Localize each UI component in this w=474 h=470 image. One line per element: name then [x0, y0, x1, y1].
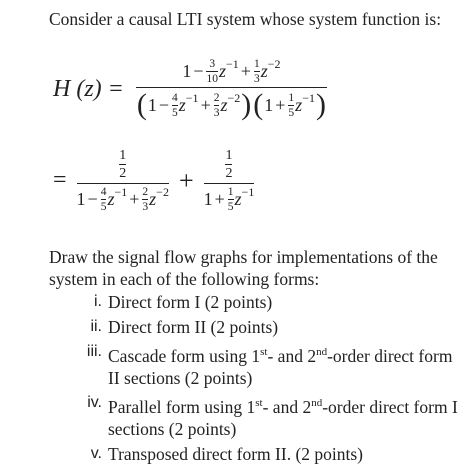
- pf-term2-bar: [204, 183, 255, 184]
- tf-den-lparen2: (: [253, 88, 264, 121]
- fraction-bar: [142, 199, 148, 200]
- tf-den-z2: z: [220, 94, 228, 115]
- tf-den-z3: z: [295, 94, 303, 115]
- tf-den-plus1: +: [200, 94, 211, 115]
- fraction-bar: [254, 71, 260, 72]
- pf-term1-denominator: [77, 186, 169, 213]
- list-item-text: [108, 341, 462, 389]
- pf-t1-z2: z: [149, 189, 157, 209]
- equals-sign: =: [53, 167, 67, 193]
- tf-den-coef1-num: 4: [172, 91, 178, 104]
- pf-t1-plus: +: [129, 189, 140, 209]
- pf-t1-minus: −: [87, 189, 98, 209]
- pf-term2-numerator: [224, 148, 233, 181]
- list-item-text: Direct form II (2 points): [108, 317, 279, 337]
- main-fraction-bar: [136, 87, 327, 88]
- tf-num-plus: +: [240, 61, 251, 81]
- pf-t2-exp1: −1: [241, 185, 255, 199]
- tf-den-lparen1: (: [136, 88, 147, 121]
- pf-t2-one: 1: [203, 189, 213, 209]
- pf-t2-coef1-den: 5: [227, 201, 234, 213]
- pf-t2-coef1-num: 1: [227, 186, 234, 198]
- tf-num-coef1-den: 10: [206, 73, 218, 85]
- pf-t1-coef2-den: 3: [142, 201, 149, 213]
- text-post: -order direct form I sections (2 points): [108, 396, 458, 439]
- pf-t1-z1: z: [107, 189, 115, 209]
- tf-den-coef3-num: 1: [288, 91, 295, 104]
- list-item: [62, 443, 462, 465]
- pf-t1-coef1-num: 4: [100, 186, 107, 198]
- intro-text: Consider a causal LTI system whose system function is:: [49, 9, 442, 29]
- fraction-bar: [288, 105, 294, 106]
- tf-den-coef2-num: 2: [213, 91, 220, 104]
- pf-plus: +: [178, 165, 194, 195]
- pf-term2-half-den: 2: [225, 166, 233, 181]
- fraction-bar: [228, 199, 234, 200]
- tf-num-coef2-num: 1: [253, 58, 260, 70]
- tf-num-coef2: [254, 58, 260, 85]
- tf-num-z2: z: [260, 61, 268, 81]
- pf-term2-denominator: [204, 186, 255, 213]
- transfer-function-equation: [53, 58, 327, 120]
- pf-t1-exp2: −2: [156, 185, 169, 199]
- pf-term1-half-den: 2: [119, 166, 127, 181]
- fraction-bar: [225, 164, 232, 165]
- pf-term2: [204, 148, 255, 213]
- tf-den-coef3-den: 5: [288, 106, 295, 119]
- list-item: [62, 291, 462, 313]
- transfer-function-fraction: [136, 58, 327, 120]
- tf-num-exp2: −2: [267, 57, 281, 71]
- partial-fraction-equation: [53, 148, 254, 213]
- tf-denominator: [136, 90, 327, 120]
- text-post: -order direct form II sections (2 points): [108, 345, 453, 388]
- list-item: [62, 392, 462, 440]
- list-marker: iii.: [86, 343, 102, 360]
- list-marker: v.: [90, 444, 102, 462]
- list-marker: iv.: [87, 393, 102, 411]
- tf-numerator: [182, 58, 280, 85]
- text-pre: Cascade form using 1: [108, 345, 261, 366]
- fraction-bar: [101, 199, 107, 200]
- pf-term2-half: [225, 148, 232, 181]
- ordinal-nd: nd: [311, 396, 323, 409]
- pf-t2-coef1: [228, 186, 234, 213]
- pf-t1-coef1: [101, 186, 107, 213]
- tf-den-z1: z: [178, 94, 186, 115]
- tf-den-coef1: [172, 92, 178, 119]
- fraction-bar: [172, 105, 178, 106]
- fraction-bar: [214, 105, 220, 106]
- tf-den-coef3: [288, 92, 294, 119]
- tf-den-coef2-den: 3: [213, 106, 220, 119]
- tf-den-exp1: −1: [185, 90, 199, 105]
- pf-term2-half-num: 1: [225, 148, 233, 163]
- forms-list: [62, 291, 462, 468]
- instruction-text: Draw the signal flow graphs for implementations of the system in each of the following forms:: [49, 247, 438, 289]
- pf-t2-z1: z: [234, 189, 242, 209]
- pf-t1-coef2-num: 2: [142, 186, 149, 198]
- text-mid: - and 2: [267, 345, 317, 366]
- fraction-bar: [206, 71, 218, 72]
- list-item-text: Transposed direct form II. (2 points): [108, 443, 364, 464]
- pf-term1-numerator: [118, 148, 127, 181]
- tf-den-exp2: −2: [227, 90, 241, 105]
- tf-den-coef1-den: 5: [172, 106, 178, 119]
- tf-den-plus2: +: [275, 94, 286, 115]
- pf-t1-exp1: −1: [114, 185, 128, 199]
- tf-den-minus: −: [158, 94, 170, 115]
- pf-term1: [77, 148, 169, 213]
- text-mid: - and 2: [262, 396, 312, 417]
- equation-lhs: H (z) =: [53, 75, 124, 102]
- tf-den-rparen2: ): [315, 88, 326, 121]
- pf-term1-half-num: 1: [119, 148, 127, 163]
- pf-t1-coef2: [142, 186, 148, 213]
- tf-num-z1: z: [218, 61, 226, 81]
- pf-term1-half: [119, 148, 126, 181]
- pf-t1-coef1-den: 5: [100, 201, 107, 213]
- tf-num-one: 1: [182, 61, 192, 81]
- tf-den-exp3: −1: [302, 90, 315, 105]
- ordinal-st: st: [260, 346, 268, 358]
- pf-term1-bar: [77, 183, 169, 184]
- list-marker: ii.: [90, 318, 102, 335]
- list-item: [62, 341, 462, 389]
- tf-den-one2: 1: [264, 94, 274, 115]
- tf-num-minus: −: [193, 61, 204, 81]
- ordinal-nd: nd: [316, 346, 328, 358]
- list-marker: i.: [94, 293, 102, 310]
- pf-t2-plus: +: [214, 189, 225, 209]
- tf-num-coef1-num: 3: [209, 58, 216, 70]
- tf-num-coef1: [206, 58, 218, 85]
- ordinal-st: st: [255, 396, 263, 409]
- tf-num-coef2-den: 3: [253, 73, 260, 85]
- list-item: [62, 316, 462, 338]
- tf-num-exp1: −1: [226, 57, 239, 71]
- pf-t1-one: 1: [76, 189, 86, 209]
- text-pre: Parallel form using 1: [108, 396, 256, 417]
- list-item-text: [108, 392, 462, 440]
- list-item-text: Direct form I (2 points): [108, 292, 273, 312]
- tf-den-coef2: [214, 92, 220, 119]
- tf-den-one1: 1: [147, 94, 157, 115]
- tf-den-rparen1: ): [241, 88, 252, 121]
- fraction-bar: [119, 164, 126, 165]
